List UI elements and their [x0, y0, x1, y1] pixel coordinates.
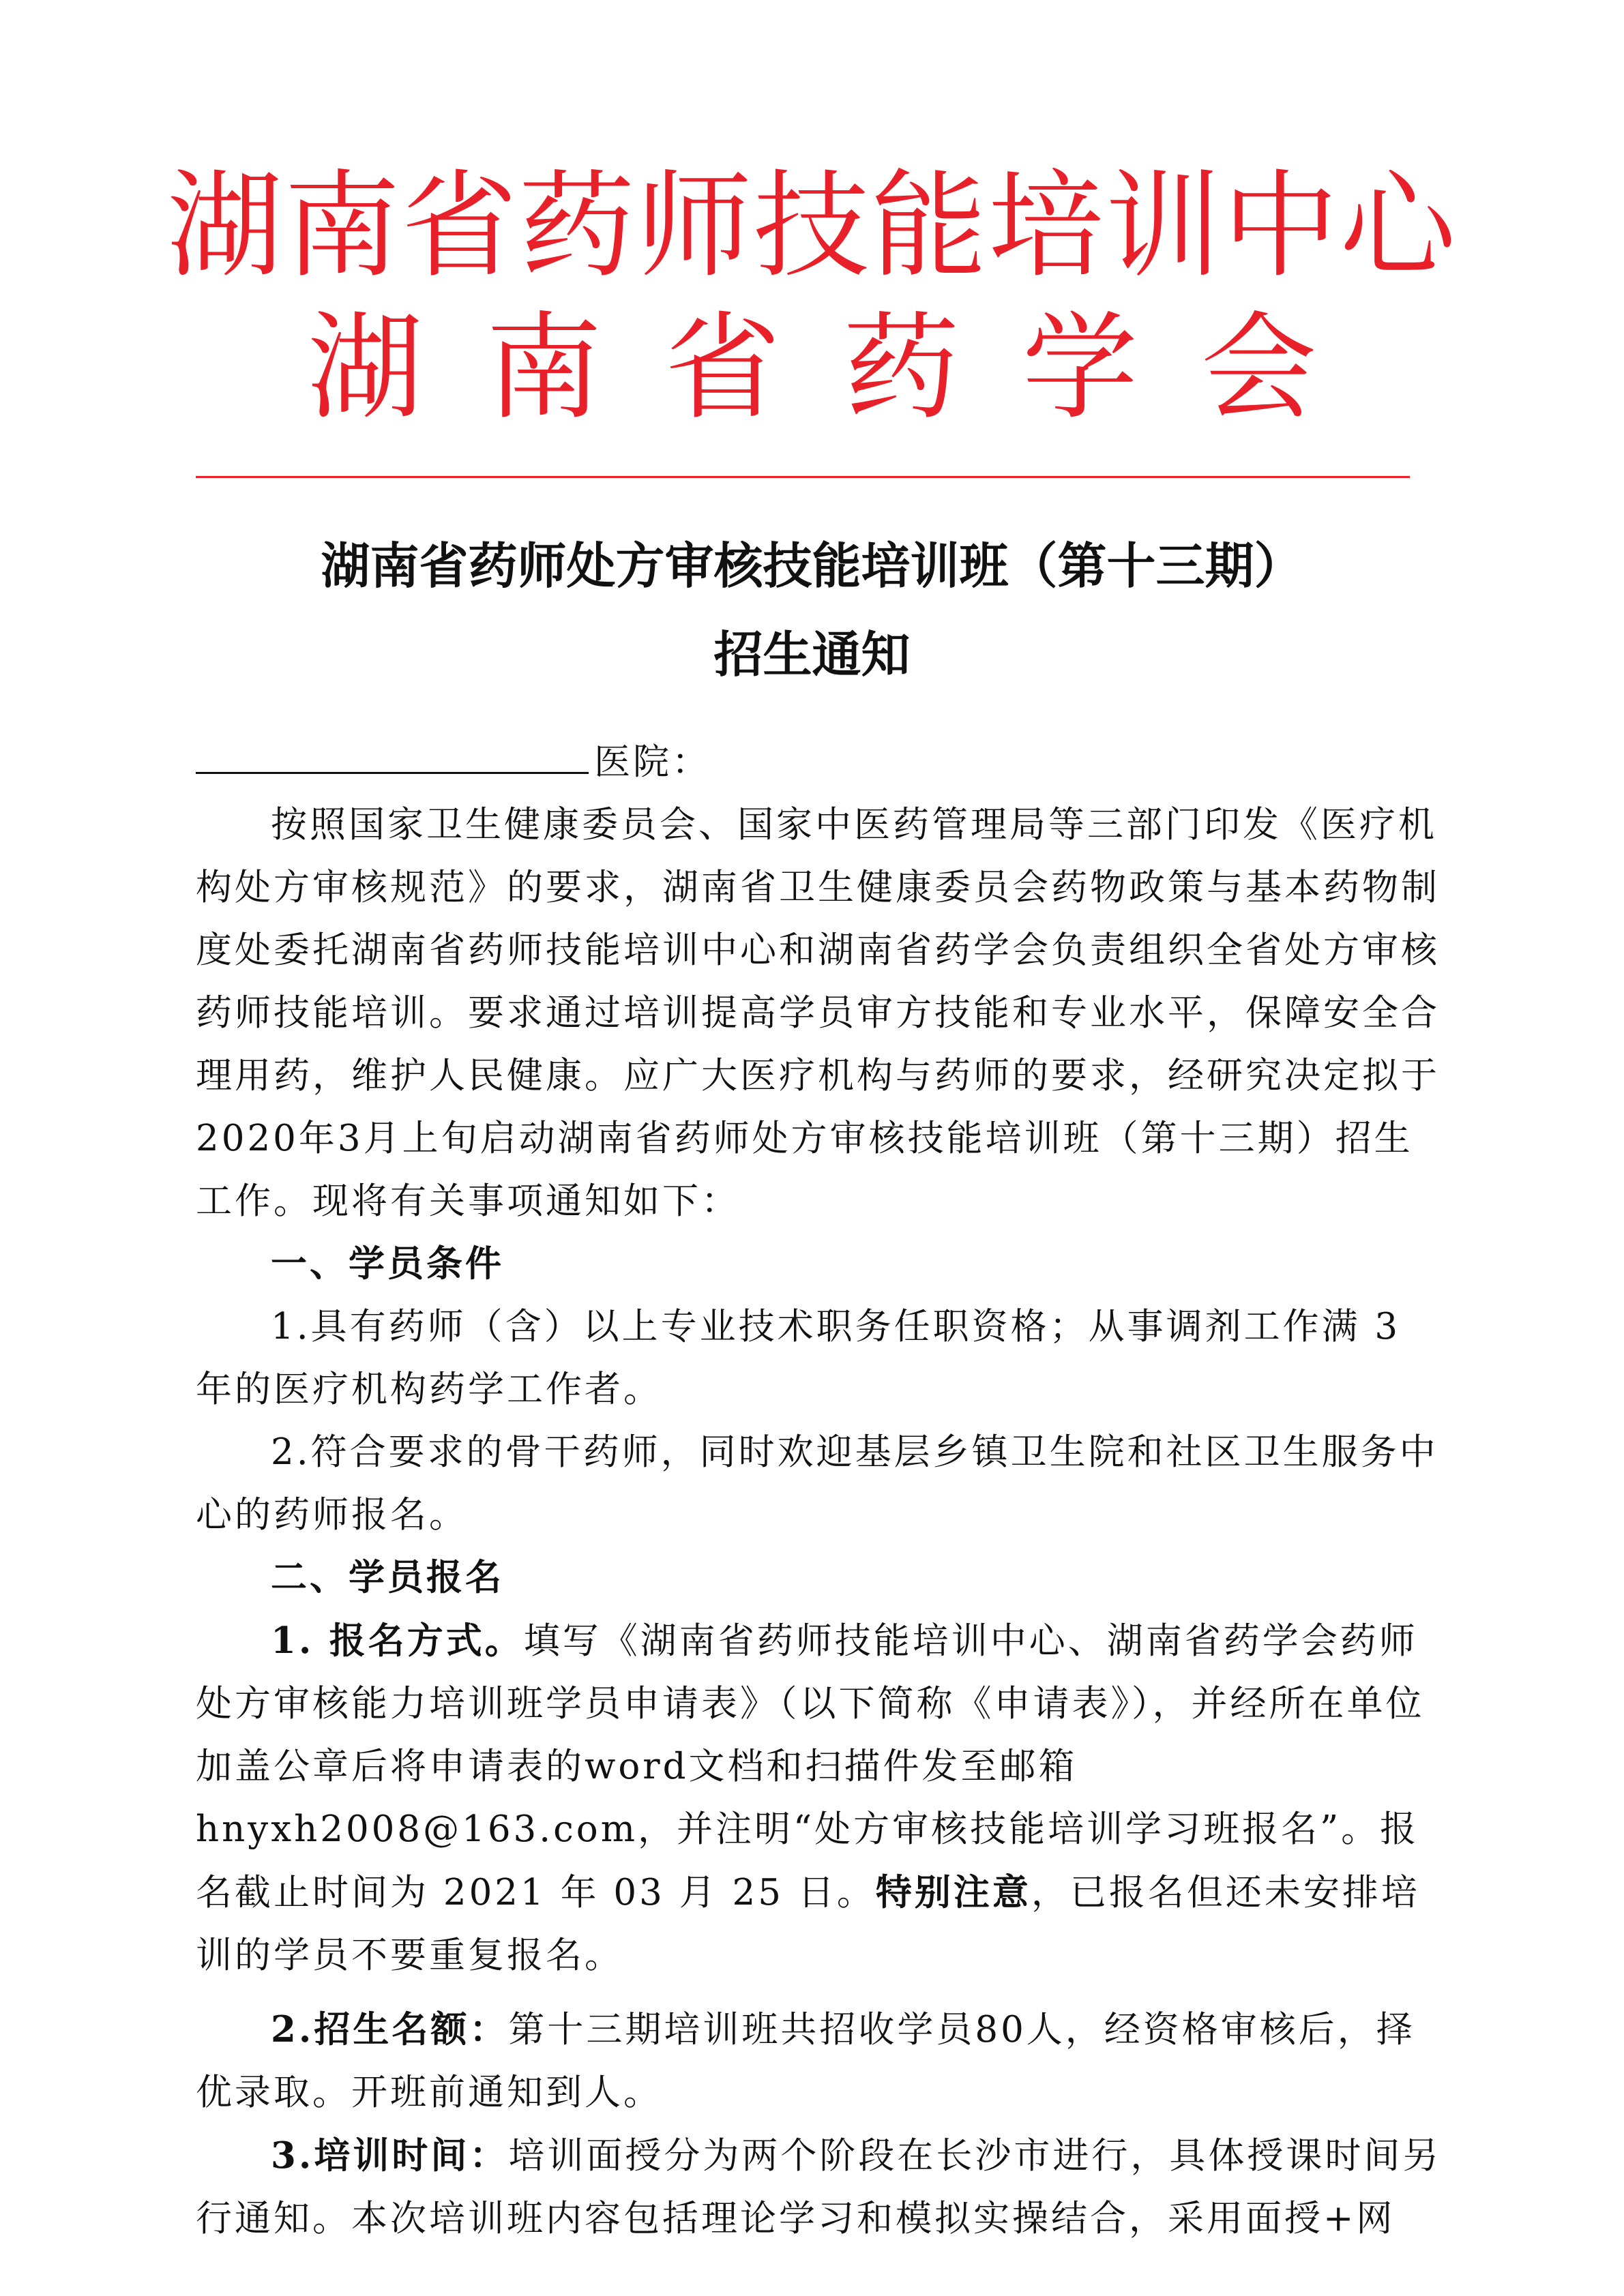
section-2-item-3 [196, 2124, 1444, 2250]
document-title: 湖南省药师处方审核技能培训班（第十三期） [321, 537, 1303, 595]
header-divider [196, 476, 1410, 478]
section-1-item-2: 2.符合要求的骨干药师，同时欢迎基层乡镇卫生院和社区卫生服务中心的药师报名。 [196, 1431, 1438, 1536]
notice-text: ，已报名但还未安排培训的学员不要重复报名。 [196, 1872, 1420, 1976]
org-name-line-2: 湖南省药学会 [307, 301, 1380, 436]
item-1-label: 1. 报名方式。 [271, 1620, 524, 1662]
salutation-suffix: 医院： [594, 741, 711, 783]
document-subtitle: 招生通知 [713, 626, 911, 683]
notice-label: 特别注意 [875, 1871, 1031, 1913]
item-2-text: 第十三期培训班共招收学员80人，经资格审核后，择优录取。开班前通知到人。 [196, 2009, 1415, 2113]
item-1-text: 填写《湖南省药师技能培训中心、湖南省药学会药师处方审核能力培训班学员申请表》（以下简称《申请表》），并经所在单位加盖公章后将申请表的word文档和扫描件发至邮箱 hnyxh2008@163.com，并注明“处方审核技能培训学习班报名”。报名截止时间为 2021 年 03 月 25 日。 [196, 1620, 1425, 1913]
paragraph-gap [196, 1987, 1444, 1998]
salutation [196, 730, 1444, 794]
section-2-item-1 [196, 1609, 1444, 1987]
section-1-heading: 一、学员条件 [271, 1243, 504, 1285]
section-2-heading: 二、学员报名 [271, 1557, 504, 1598]
document-body [196, 730, 1444, 2250]
item-2-label: 2.招生名额： [271, 2008, 509, 2051]
org-name-line-1: 湖南省药师技能培训中心 [166, 159, 1458, 294]
section-1-item-1: 1.具有药师（含）以上专业技术职务任职资格；从事调剂工作满 3 年的医疗机构药学工作者。 [196, 1306, 1401, 1410]
section-2-item-2 [196, 1998, 1444, 2124]
item-3-label: 3.培训时间： [271, 2134, 509, 2177]
item-3-text: 培训面授分为两个阶段在长沙市进行，具体授课时间另行通知。本次培训班内容包括理论学习和模拟实操结合，采用面授+网 [196, 2135, 1442, 2239]
recipient-blank-line [196, 730, 589, 774]
intro-paragraph: 按照国家卫生健康委员会、国家中医药管理局等三部门印发《医疗机构处方审核规范》的要求，湖南省卫生健康委员会药物政策与基本药物制度处委托湖南省药师技能培训中心和湖南省药学会负责组织全省处方审核药师技能培训。要求通过培训提高学员审方技能和专业水平，保障安全合理用药，维护人民健康。应广大医疗机构与药师的要求，经研究决定拟于2020年3月上旬启动湖南省药师处方审核技能培训班（第十三期）招生工作。现将有关事项通知如下： [196, 804, 1440, 1222]
